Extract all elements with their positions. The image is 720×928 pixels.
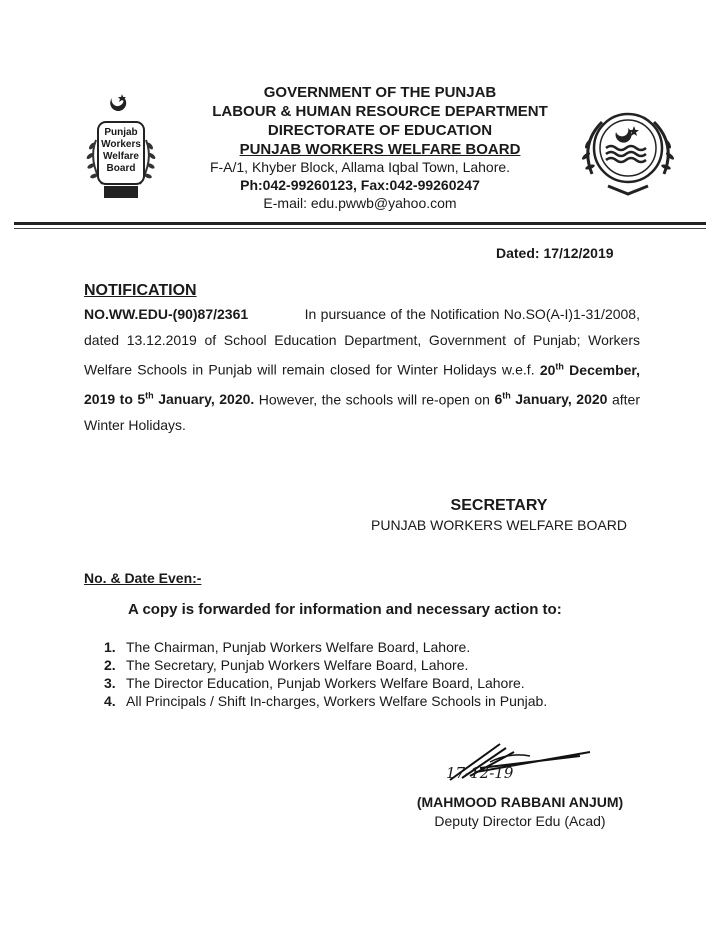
date-line: Dated: 17/12/2019	[496, 245, 614, 261]
notification-text-start: In pursuance of the Notification No.SO(A-I)1-31/2008, dated 13.12.2019 of School Education Department, Government of Punjab; Workers Welfare Schools in Punjab will remain closed for Winter Holidays w.e.f.	[84, 306, 640, 378]
signature	[440, 738, 610, 788]
header-address: F-A/1, Khyber Block, Allama Iqbal Town, Lahore.	[209, 159, 511, 175]
header-government: GOVERNMENT OF THE PUNJAB	[263, 84, 497, 101]
notification-body	[84, 301, 640, 438]
list-item: 3. The Director Education, Punjab Workers Welfare Board, Lahore.	[104, 675, 525, 691]
header-divider-thick	[14, 222, 706, 225]
list-item: 4. All Principals / Shift In-charges, Workers Welfare Schools in Punjab.	[104, 693, 548, 709]
secretary-org: PUNJAB WORKERS WELFARE BOARD	[371, 517, 627, 533]
punjab-seal	[578, 104, 678, 204]
deputy-director-block	[400, 792, 640, 830]
notification-text-end: after Winter Holidays.	[84, 391, 640, 434]
logo-text-line3: Welfare	[103, 151, 139, 162]
reopen-day: 6	[494, 391, 503, 408]
signature-date: 17-12-19	[446, 764, 514, 782]
notification-text-mid: However, the schools will re-open on	[258, 391, 490, 408]
notification-title: NOTIFICATION	[84, 282, 197, 299]
logo-text-line4: Board	[106, 163, 136, 174]
date-start-day: 20	[539, 361, 556, 378]
copy-list	[104, 638, 624, 710]
date-range-text: December, 2019 to 5	[84, 361, 640, 408]
reopen-suffix: th	[502, 390, 511, 401]
header-divider-thin	[14, 228, 706, 229]
header-directorate: DIRECTORATE OF EDUCATION	[267, 122, 493, 139]
notification-number: NO.WW.EDU-(90)87/2361	[84, 306, 249, 322]
punjab-government-seal-icon	[578, 104, 678, 204]
date-end-suffix: th	[145, 390, 154, 401]
list-item: 2. The Secretary, Punjab Workers Welfare Board, Lahore.	[104, 657, 469, 673]
pwwb-logo	[76, 90, 166, 210]
date-start-suffix: th	[555, 361, 564, 371]
list-item: 1. The Chairman, Punjab Workers Welfare Board, Lahore.	[104, 639, 471, 655]
logo-text-line2: Workers	[101, 139, 141, 150]
reference-line: No. & Date Even:-	[84, 570, 202, 586]
signatory-name: (MAHMOOD RABBANI ANJUM)	[416, 794, 624, 810]
header-phone: Ph:042-99260123, Fax:042-99260247	[240, 177, 480, 193]
secretary-title: SECRETARY	[450, 497, 548, 514]
secretary-block	[364, 496, 634, 534]
header-department: LABOUR & HUMAN RESOURCE DEPARTMENT	[212, 103, 548, 120]
logo-text-line1: Punjab	[104, 127, 138, 138]
date-end-text: January, 2020.	[158, 391, 255, 408]
reopen-date-text: January, 2020	[515, 391, 608, 408]
copy-intro: A copy is forwarded for information and necessary action to:	[128, 601, 562, 618]
header-email: E-mail: edu.pwwb@yahoo.com	[263, 195, 457, 211]
signatory-designation: Deputy Director Edu (Acad)	[434, 813, 606, 829]
header-board: PUNJAB WORKERS WELFARE BOARD	[239, 141, 521, 158]
